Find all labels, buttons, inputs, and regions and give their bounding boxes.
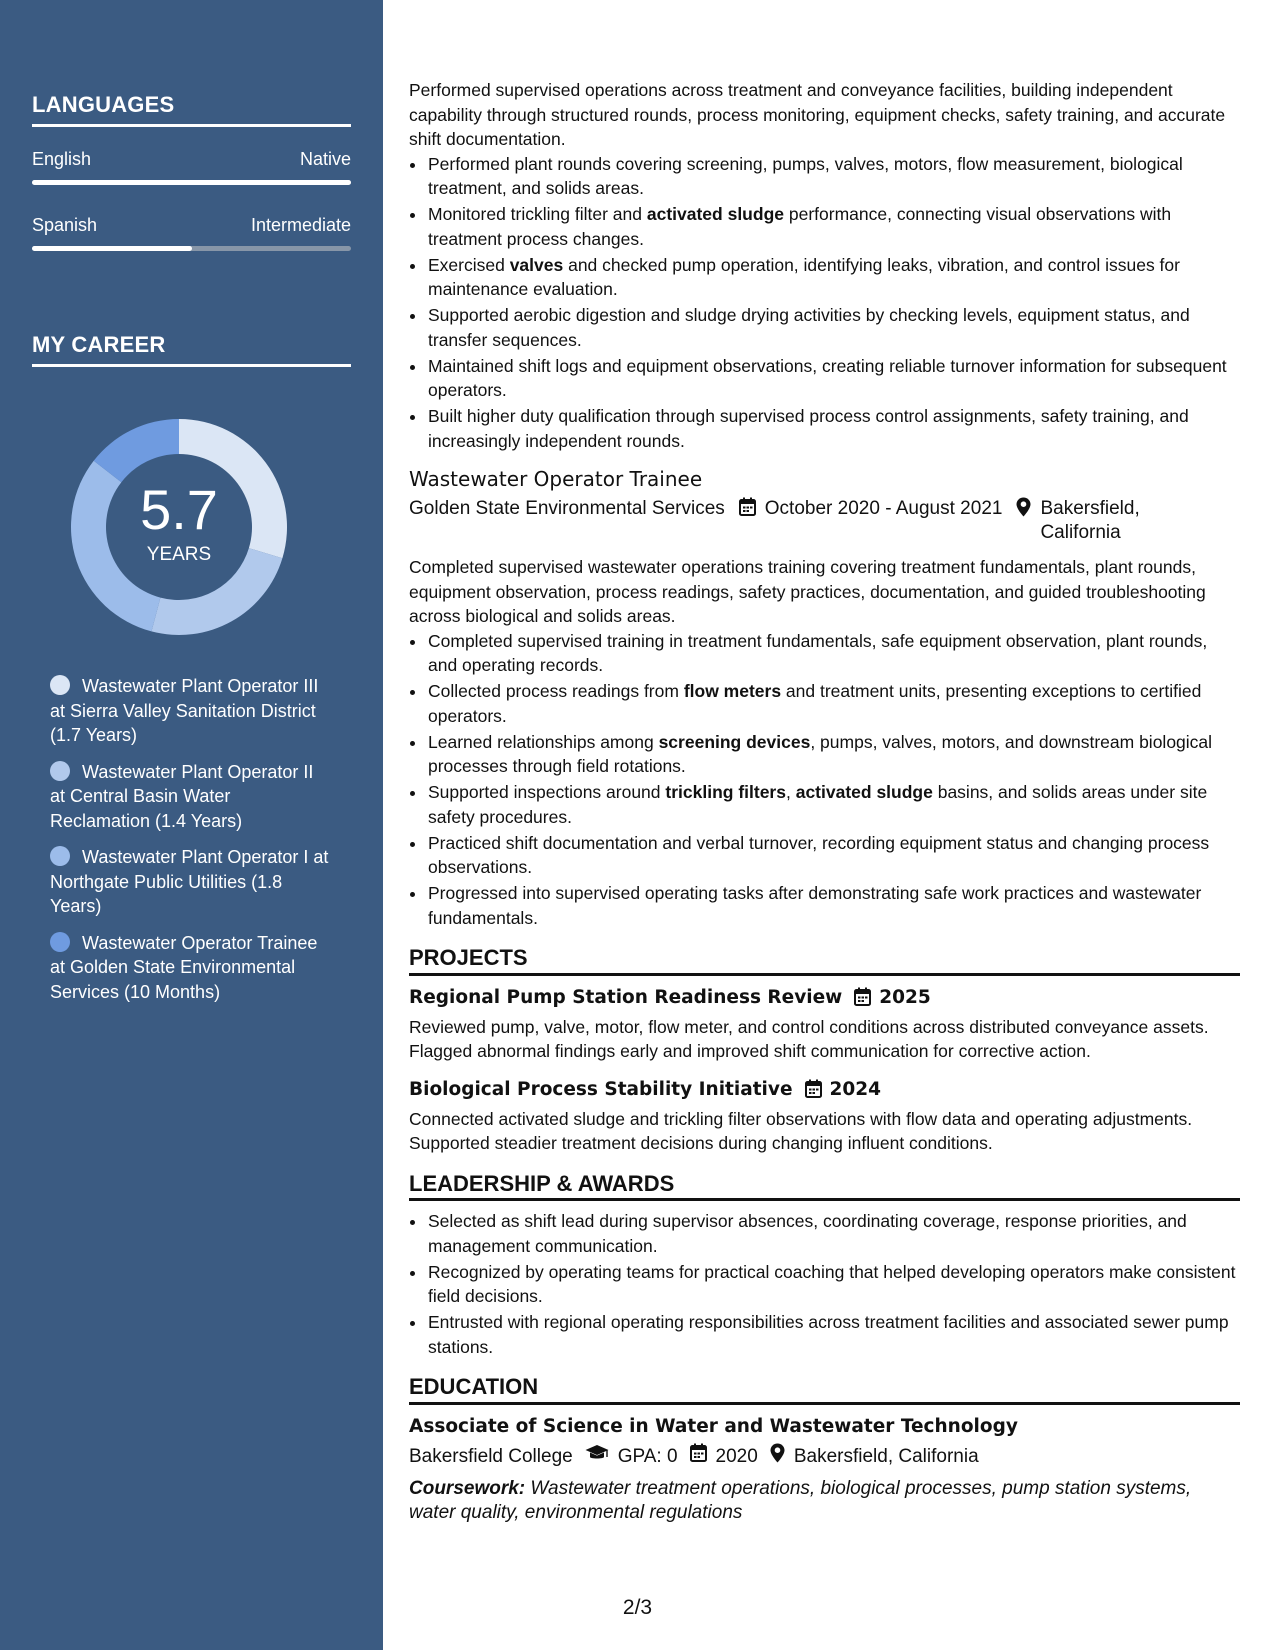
map-pin-icon [1016, 497, 1031, 545]
project-year: 2025 [879, 986, 931, 1008]
career-dot [50, 761, 70, 781]
job-summary: Completed supervised wastewater operations training covering treatment fundamentals, plant rounds, equipment observation, process readings, safety practices, documentation, and guided troubleshooting across biological and solids areas. [409, 557, 1206, 626]
project-year: 2024 [829, 1078, 882, 1100]
projects-list [409, 984, 1240, 1156]
job-bullet: • Collected process readings from flow meters and treatment units, presenting exceptions to certified operators. [427, 679, 1240, 728]
career-item-text: Wastewater Plant Operator III at Sierra Valley Sanitation District (1.7 Years) [50, 676, 319, 745]
education-title: EDUCATION [409, 1375, 1240, 1405]
project-description: Connected activated sludge and trickling filter observations with flow data and operating adjustments. Supported steadier treatment decisions during changing influent conditions. [409, 1108, 1193, 1153]
languages-section [32, 92, 351, 251]
language-level: Intermediate [250, 215, 351, 235]
education-meta [409, 1443, 1240, 1471]
job-location [1040, 497, 1139, 545]
job-bullets [427, 629, 1240, 931]
job-meta [409, 497, 1240, 545]
job-bullet: • Supported inspections around trickling filters, activated sludge basins, and solids areas under site safety procedures. [427, 780, 1240, 829]
education-year: 2020 [715, 1445, 758, 1467]
career-item [50, 845, 330, 919]
calendar-icon [690, 1443, 707, 1470]
language-proficiency-bar [32, 180, 351, 185]
job-bullet: • Practiced shift documentation and verbal turnover, recording equipment status and changing process observations. [427, 831, 1240, 880]
career-item-text: Wastewater Plant Operator I at Northgate Public Utilities (1.8 Years) [50, 847, 329, 916]
job-bullet: • Completed supervised training in treatment fundamentals, safe equipment observation, plant rounds, and operating records. [427, 629, 1240, 678]
career-dot [50, 932, 70, 952]
language-name: English [32, 149, 92, 169]
language-row [32, 215, 351, 236]
career-total-value: 5.7 [140, 478, 218, 541]
job-dates: October 2020 - August 2021 [764, 498, 1003, 519]
language-name: Spanish [32, 215, 98, 235]
project-title [409, 1076, 1240, 1107]
education-gpa: GPA: 0 [617, 1445, 678, 1467]
calendar-icon [805, 1079, 822, 1107]
leadership-item: • Entrusted with regional operating responsibilities across treatment facilities and associated sewer pump stations. [427, 1310, 1240, 1359]
map-pin-icon [770, 1443, 785, 1471]
career-dot [50, 846, 70, 866]
experience-bullet: • Monitored trickling filter and activated sludge performance, connecting visual observations with treatment process changes. [427, 202, 1240, 251]
experience-bullet: • Supported aerobic digestion and sludge drying activities by checking levels, equipment status, and transfer sequences. [427, 303, 1240, 352]
career-list [50, 674, 330, 1016]
experience-bullet: • Performed plant rounds covering screening, pumps, valves, motors, flow measurement, biological treatment, and solids areas. [427, 152, 1240, 201]
career-item [50, 931, 330, 1005]
language-proficiency-bar [32, 246, 351, 251]
donut-center [66, 414, 292, 640]
education-degree: Associate of Science in Water and Wastewater Technology [409, 1415, 1018, 1437]
experience-bullet: • Maintained shift logs and equipment observations, creating reliable turnover information for subsequent operators. [427, 354, 1240, 403]
language-row [32, 149, 351, 170]
language-proficiency-fill [32, 180, 351, 185]
career-item-text: Wastewater Operator Trainee at Golden State Environmental Services (10 Months) [50, 932, 318, 1002]
experience-bullet: • Exercised valves and checked pump operation, identifying leaks, vibration, and control issues for maintenance evaluation. [427, 253, 1240, 302]
project-name: Regional Pump Station Readiness Review [409, 986, 843, 1008]
language-list [32, 149, 351, 251]
coursework-label: Coursework: [409, 1477, 526, 1499]
experience-bullet: • Built higher duty qualification through supervised process control assignments, safety training, and increasingly independent rounds. [427, 404, 1240, 453]
project-title [409, 984, 1240, 1015]
main-content [409, 78, 1240, 1526]
calendar-icon [739, 497, 756, 545]
leadership-item: • Selected as shift lead during supervisor absences, coordinating coverage, response priorities, and management communication. [427, 1209, 1240, 1258]
job-company: Golden State Environmental Services [409, 498, 725, 519]
leadership-title: LEADERSHIP & AWARDS [409, 1172, 1240, 1202]
education-school: Bakersfield College [409, 1445, 573, 1467]
career-section [32, 332, 351, 367]
education-location: Bakersfield, California [793, 1445, 979, 1467]
career-item [50, 760, 330, 834]
graduation-cap-icon [585, 1444, 609, 1470]
leadership-item: • Recognized by operating teams for practical coaching that helped developing operators make consistent field decisions. [427, 1260, 1240, 1309]
experience-intro: Performed supervised operations across treatment and conveyance facilities, building independent capability through structured rounds, process monitoring, equipment checks, safety training, and accurate shift documentation. [409, 80, 1226, 149]
projects-title: PROJECTS [409, 946, 1240, 976]
education-coursework [409, 1477, 1240, 1526]
career-title: MY CAREER [32, 332, 351, 367]
career-item-text: Wastewater Plant Operator II at Central Basin Water Reclamation (1.4 Years) [50, 761, 314, 831]
languages-title: LANGUAGES [32, 92, 351, 127]
project-description: Reviewed pump, valve, motor, flow meter, and control conditions across distributed conveyance assets. Flagged abnormal findings early and improved shift communication for corrective action. [409, 1016, 1209, 1061]
job-title: Wastewater Operator Trainee [409, 467, 703, 491]
language-proficiency-fill [32, 246, 192, 251]
job-location-state: California [1040, 522, 1121, 543]
career-dot [50, 675, 70, 695]
language-level: Native [299, 149, 351, 169]
page-number: 2/3 [622, 1596, 653, 1619]
job-bullet: • Progressed into supervised operating tasks after demonstrating safe work practices and wastewater fundamentals. [427, 881, 1240, 930]
experience-intro-bullets [427, 152, 1240, 454]
coursework-text: Wastewater treatment operations, biological processes, pump station systems, water quality, environmental regulations [409, 1477, 1192, 1523]
job-bullet: • Learned relationships among screening devices, pumps, valves, motors, and downstream biological processes through field rotations. [427, 730, 1240, 779]
career-total-unit: YEARS [146, 544, 212, 565]
career-item [50, 674, 330, 748]
leadership-list [427, 1209, 1240, 1359]
calendar-icon [854, 987, 871, 1015]
career-donut-chart [66, 414, 292, 640]
sidebar [0, 0, 383, 1650]
project-name: Biological Process Stability Initiative [409, 1078, 793, 1100]
job-location-city: Bakersfield, [1040, 498, 1140, 519]
